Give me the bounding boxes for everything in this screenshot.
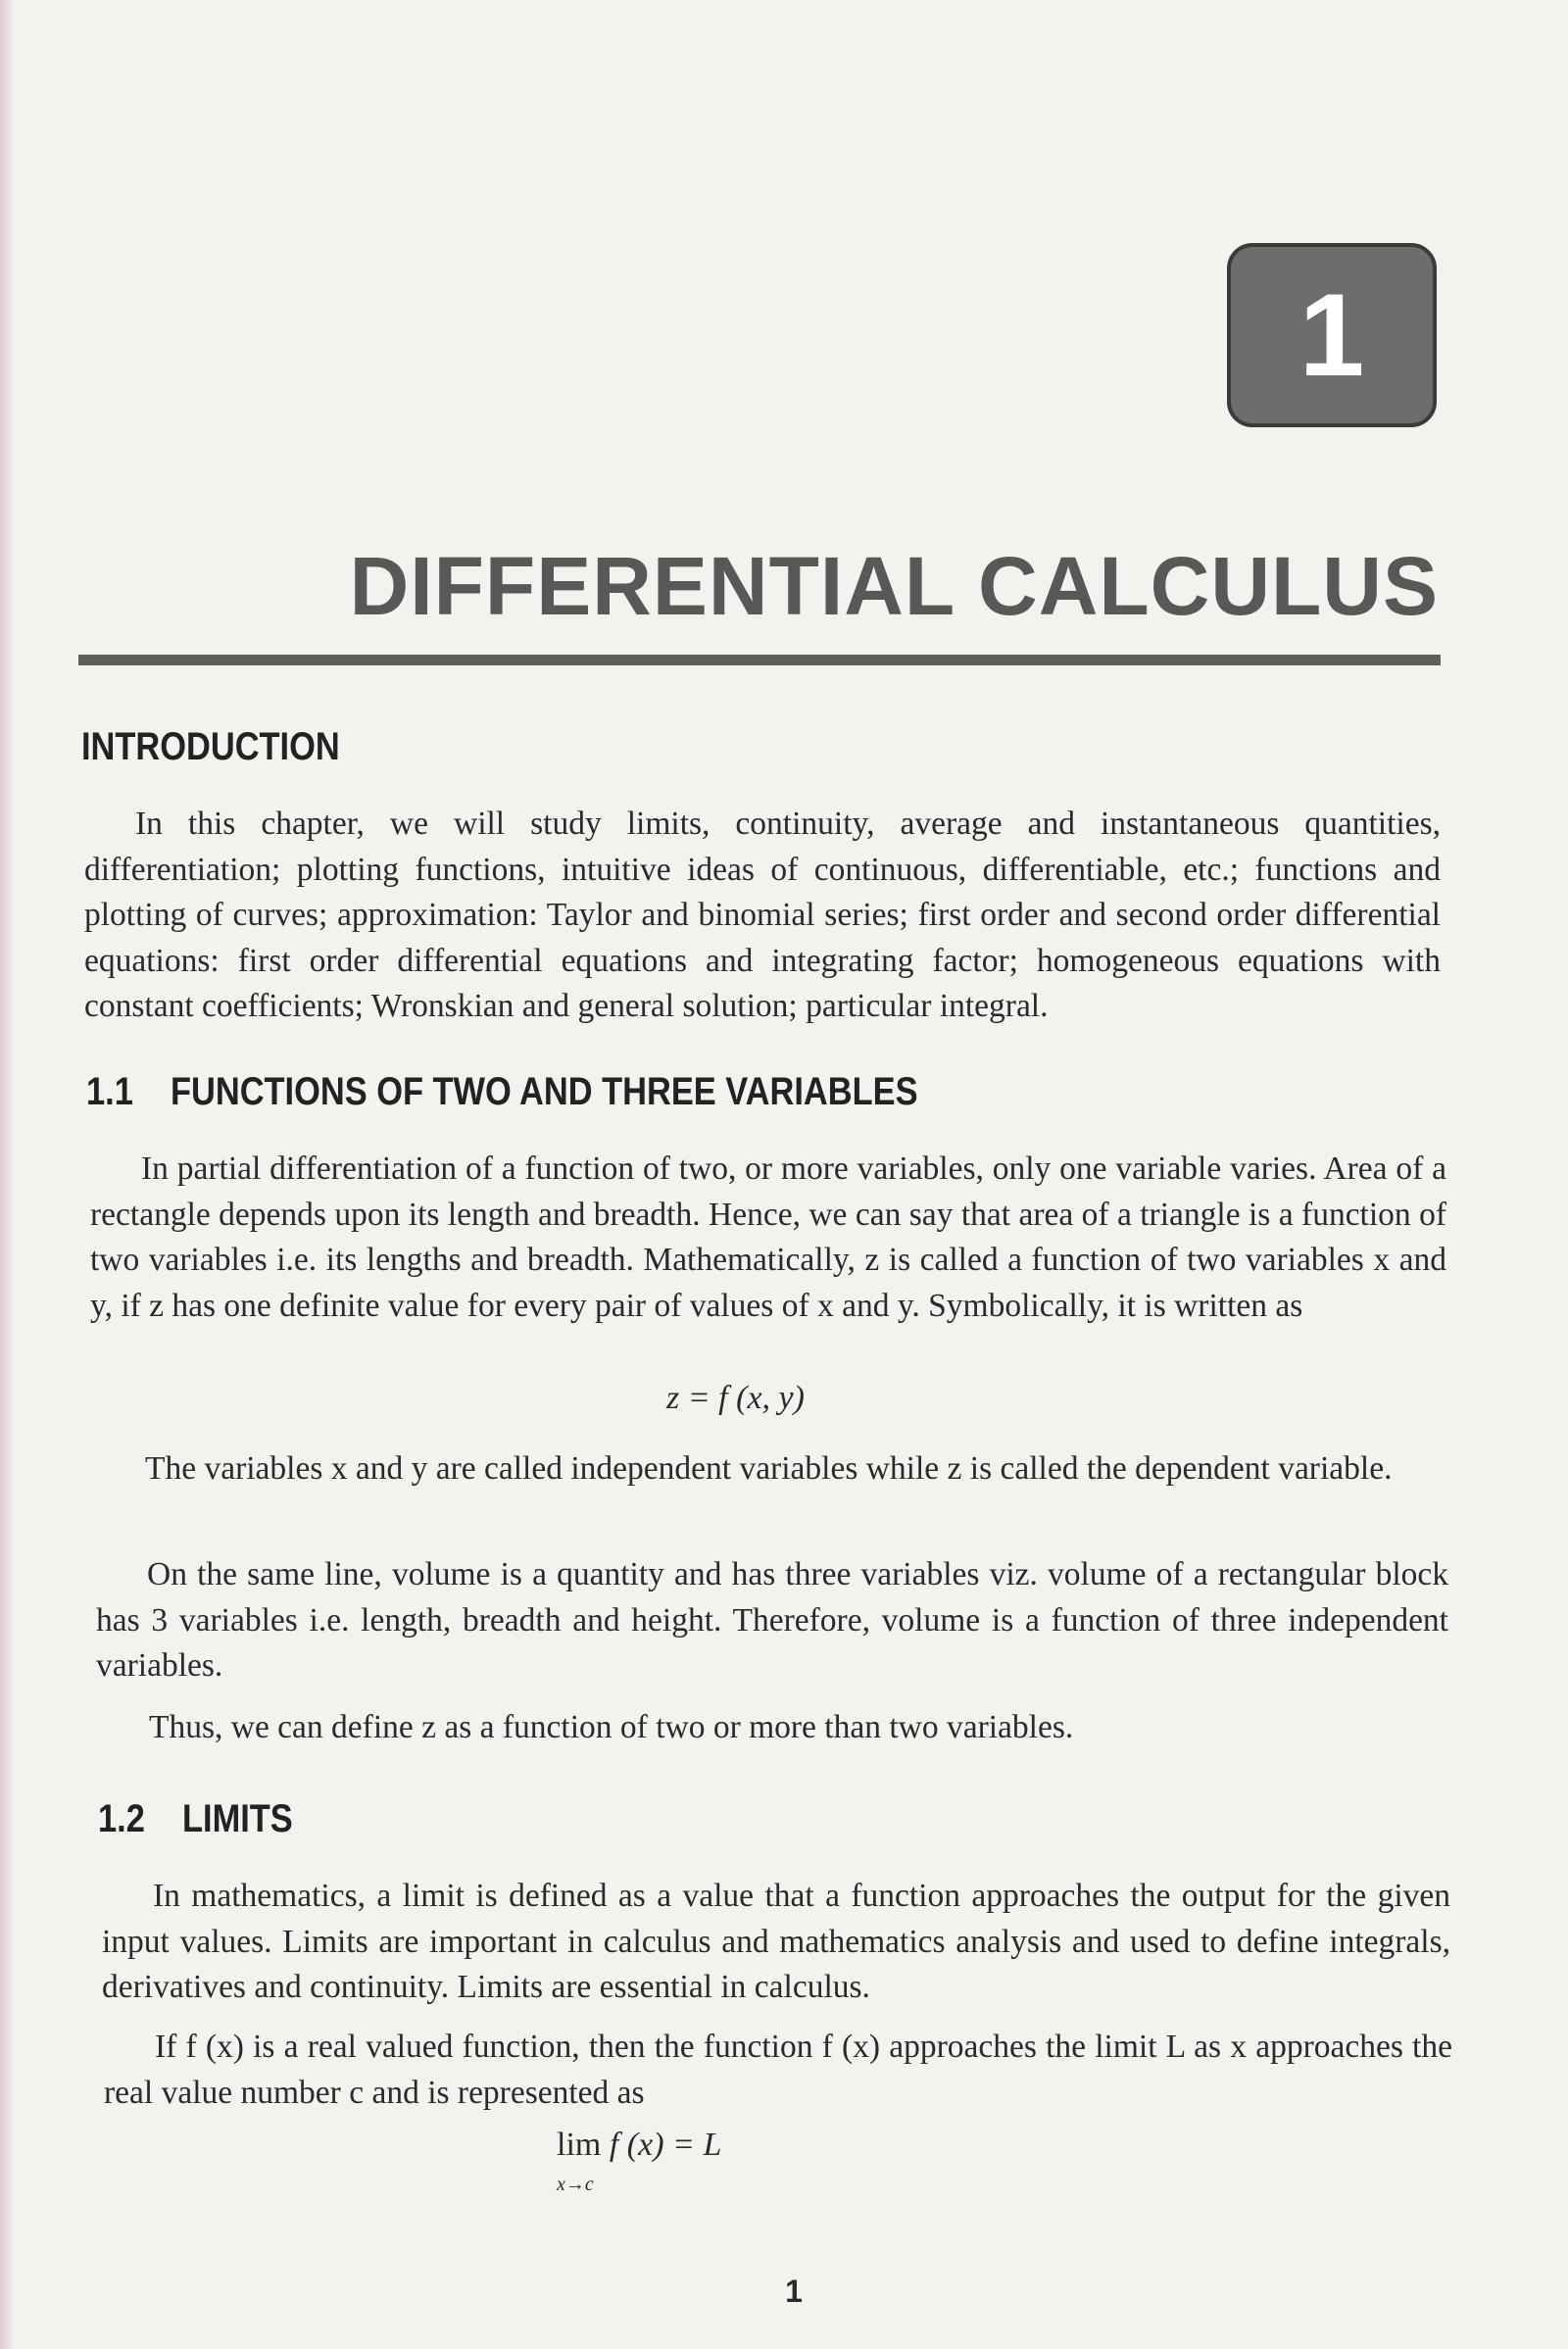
intro-heading: INTRODUCTION	[81, 725, 340, 768]
page-edge	[0, 0, 14, 2349]
limit-expression: f (x) = L	[609, 2127, 722, 2163]
section-1-1-paragraph-3: On the same line, volume is a quantity and has three variables viz. volume of a rectangular block has 3 variables i.e. length, breadth and height. Therefore, volume is a function of three independent variables.	[96, 1556, 1448, 1684]
section-1-1-heading	[86, 1070, 918, 1114]
section-1-2-number: 1.2	[98, 1797, 145, 1840]
section-1-1-paragraph-4: Thus, we can define z as a function of two or more than two variables.	[149, 1709, 1074, 1745]
section-1-1-paragraph-2: The variables x and y are called independent variables while z is called the dependent variable.	[145, 1450, 1393, 1487]
limit-subscript: x→c	[557, 2174, 594, 2195]
limit-operator: lim	[557, 2127, 602, 2163]
formula-limit	[557, 2127, 722, 2195]
intro-paragraph: In this chapter, we will study limits, continuity, average and instantaneous quantities, differentiation; plotting functions, intuitive ideas of continuous, differentiable, etc.; functions and plotting of curves; approximation: Taylor and binomial series; first order and second order differential equations: first order differential equations and integrating factor; homogeneous equations with constant coefficients; Wronskian and general solution; particular integral.	[84, 806, 1441, 1024]
section-1-2-heading	[98, 1797, 293, 1841]
section-1-2-title: LIMITS	[182, 1797, 293, 1840]
chapter-number-badge: 1	[1227, 243, 1437, 427]
section-1-2-paragraph-1: In mathematics, a limit is defined as a value that a function approaches the output for the given input values. Limits are important in calculus and mathematics analysis and used to define integrals, derivatives and continuity. Limits are essential in calculus.	[102, 1878, 1450, 2005]
section-1-1-paragraph-1: In partial differentiation of a function of two, or more variables, only one variable varies. Area of a rectangle depends upon its length and breadth. Hence, we can say that area of a triangle is a function of two variables i.e. its lengths and breadth. Mathematically, z is called a function of two variables x and y, if z has one definite value for every pair of values of x and y. Symbolically, it is written as	[90, 1150, 1446, 1324]
section-1-1-title: FUNCTIONS OF TWO AND THREE VARIABLES	[171, 1070, 918, 1113]
section-1-2-paragraph-2: If f (x) is a real valued function, then the function f (x) approaches the limit L as x approaches the real value number c and is represented as	[104, 2029, 1452, 2111]
section-1-1-number: 1.1	[86, 1070, 133, 1113]
page-number: 1	[785, 2274, 803, 2309]
chapter-title: DIFFERENTIAL CALCULUS	[349, 540, 1439, 632]
formula-z-f-xy: z = f (x, y)	[666, 1380, 805, 1416]
title-rule	[78, 655, 1441, 665]
